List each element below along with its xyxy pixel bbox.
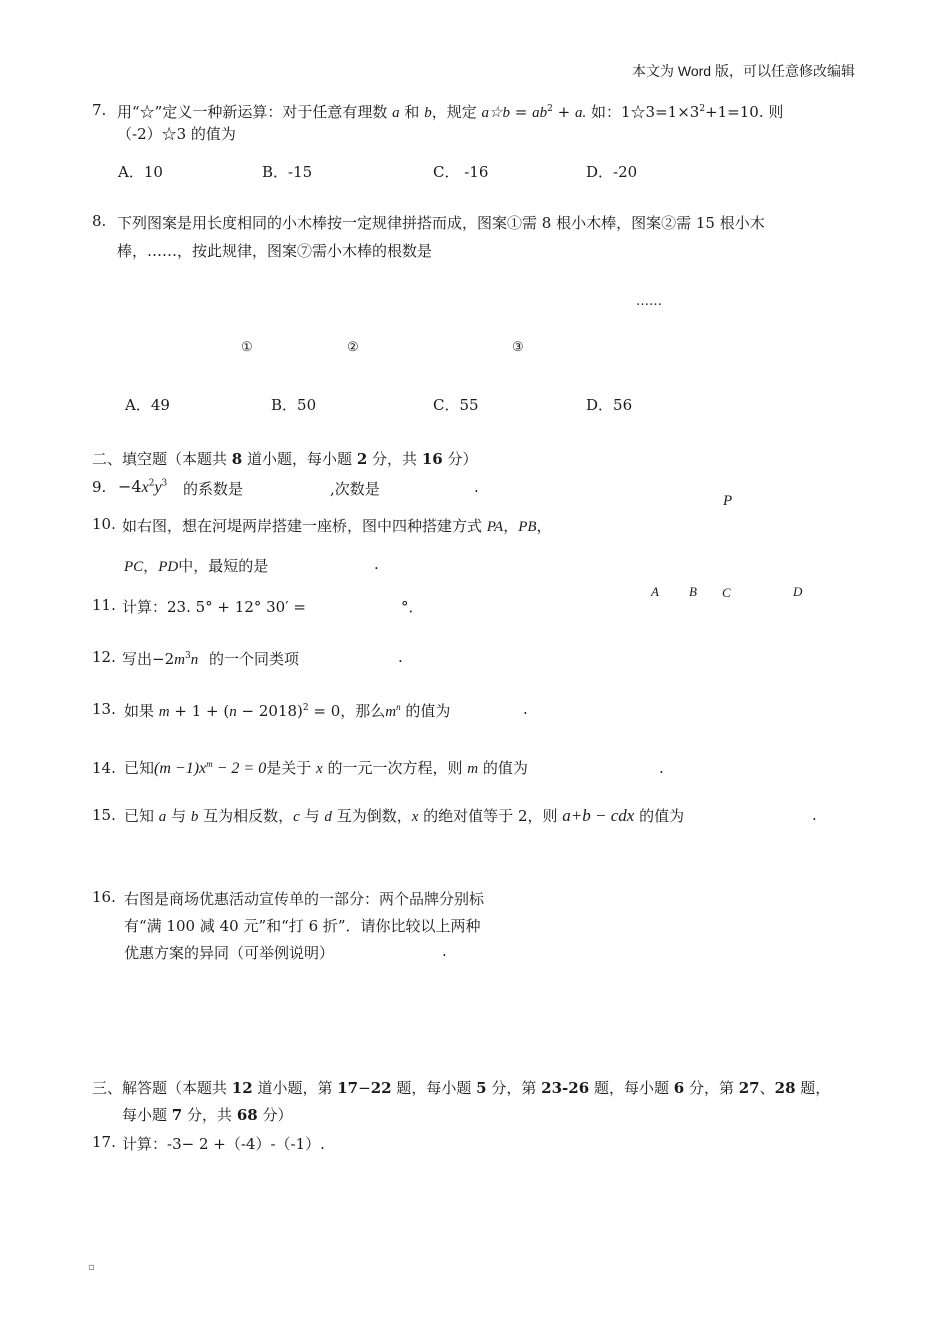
end-period: . <box>374 555 379 573</box>
question-text-line2: PC，PD中，最短的是 <box>124 557 269 575</box>
pattern-label-2: ② <box>347 340 359 355</box>
question-text-line2: （-2）☆3 的值为 <box>117 125 236 143</box>
end-period: . <box>659 759 664 777</box>
question-text: 计算：-3− 2 +（-4）-（-1）. <box>122 1135 325 1153</box>
option-a: A．49 <box>125 396 170 414</box>
pattern-ellipsis: …… <box>636 294 662 309</box>
question-text-line2: 棒，……，按此规律，图案⑦需小木棒的根数是 <box>117 242 433 260</box>
pattern-label-1: ① <box>241 340 253 355</box>
pattern-label-3: ③ <box>512 340 524 355</box>
option-d: D．-20 <box>586 163 638 181</box>
question-number: 12. <box>92 648 116 666</box>
end-period: . <box>523 700 528 718</box>
question-text: 如右图，想在河堤两岸搭建一座桥，图中四种搭建方式 PA，PB， <box>122 517 552 535</box>
section-2-heading: 二、填空题（本题共 8 道小题，每小题 2 分，共 16 分） <box>92 450 478 468</box>
monomial: $-4x^2y^3$ <box>118 477 168 496</box>
degree-unit: °． <box>401 598 424 616</box>
degree-label: ,次数是 <box>330 480 380 498</box>
end-period: . <box>812 806 817 824</box>
question-text: 已知$(m -1)x^m - 2 = 0$是关于 x 的一元一次方程，则 m 的值为 <box>124 759 528 777</box>
question-text: 如果 $m + 1 + (n - 2018)^2 = 0$，那么$m^n$ 的值为 <box>124 702 451 720</box>
option-b: B．50 <box>271 396 317 414</box>
footer-mark: ▫ <box>88 1262 95 1273</box>
end-period: . <box>442 942 447 960</box>
section-3-line2: 每小题 7 分，共 68 分） <box>122 1106 293 1124</box>
question-number: 17. <box>92 1133 116 1151</box>
option-c: C． -16 <box>433 163 489 181</box>
end-period: . <box>474 478 479 496</box>
figure-point-b: B <box>689 584 697 599</box>
option-a: A．10 <box>118 163 163 181</box>
question-text: 用“☆”定义一种新运算：对于任意有理数 a 和 b，规定 a☆b = $ab^2 + a$. 如：$1☆3=1\times 3^2+1=10$. 则 <box>117 103 784 121</box>
question-number: 16. <box>92 888 116 906</box>
option-b: B．-15 <box>262 163 313 181</box>
coefficient-label: 的系数是 <box>183 480 244 498</box>
figure-point-c: C <box>722 585 731 600</box>
question-number: 9. <box>92 478 107 496</box>
option-c: C．55 <box>433 396 479 414</box>
end-period: . <box>398 648 403 666</box>
question-text: 已知 a 与 b 互为相反数，c 与 d 互为倒数，x 的绝对值等于 2，则 a+b − cdx 的值为 <box>124 806 685 825</box>
question-text: 写出$-2m^3n$ 的一个同类项 <box>122 650 299 668</box>
question-text-line2: 有“满 100 减 40 元”和“打 6 折”．请你比较以上两种 <box>124 917 481 935</box>
figure-point-d: D <box>793 584 803 599</box>
question-text: 计算：23. 5° + 12° 30′ = <box>122 598 306 616</box>
question-text-line3: 优惠方案的异同（可举例说明） <box>124 944 335 962</box>
figure-point-p: P <box>723 493 733 509</box>
question-number: 14. <box>92 759 116 777</box>
header-note: 本文为 Word 版，可以任意修改编辑 <box>632 63 855 79</box>
figure-point-a: A <box>651 584 659 599</box>
section-3-line1: 三、解答题（本题共 12 道小题，第 17−22 题，每小题 5 分，第 23-26 题，每小题 6 分，第 27、28 题， <box>92 1079 831 1097</box>
question-text: 右图是商场优惠活动宣传单的一部分：两个品牌分别标 <box>124 890 485 908</box>
question-number: 10. <box>92 515 116 533</box>
option-d: D．56 <box>586 396 633 414</box>
question-text: 下列图案是用长度相同的小木棒按一定规律拼搭而成，图案①需 8 根小木棒，图案②需 15 根小木 <box>117 214 765 232</box>
question-number: 11. <box>92 596 116 614</box>
question-number: 15. <box>92 806 116 824</box>
question-number: 7. <box>92 101 107 119</box>
question-number: 8. <box>92 212 107 230</box>
question-number: 13. <box>92 700 116 718</box>
